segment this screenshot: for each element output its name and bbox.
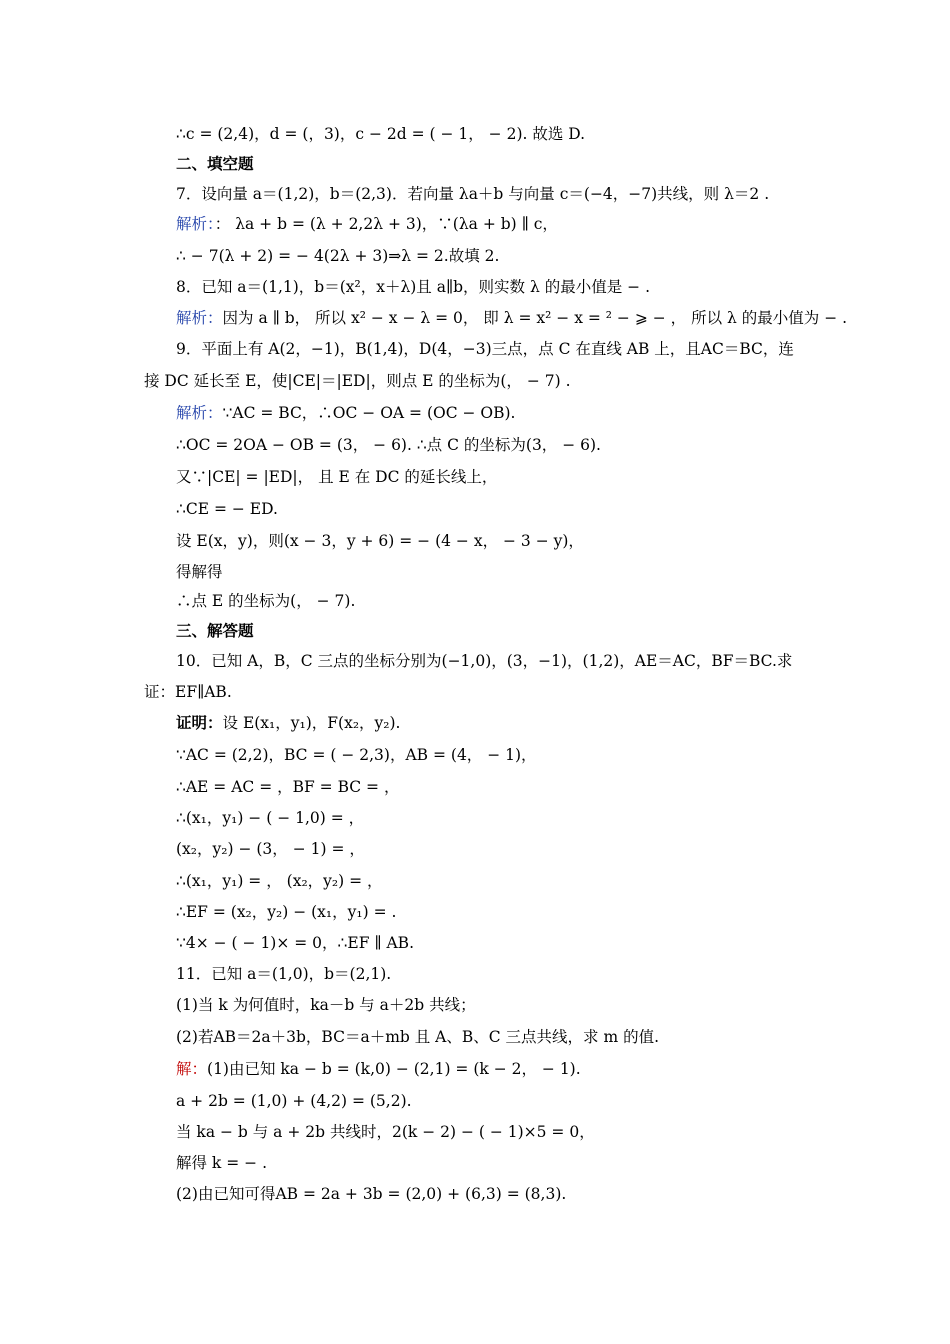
text-line: a + 2b = (1,0) + (4,2) = (5,2). [176,1092,412,1110]
solution-line: 解析：因为 a ∥ b， 所以 x² − x − λ = 0， 即 λ = x² − x = ² − ⩾ − ， 所以 λ 的最小值为 − . [176,309,848,327]
text-line: ∴CE = − ED. [176,500,278,518]
question-8: 8．已知 a＝(1,1)，b＝(x²，x＋λ)且 a∥b，则实数 λ 的最小值是 − . [176,278,651,296]
solution-line: 解析：： λa + b = (λ + 2,2λ + 3)，∵(λa + b) ∥ c， [176,215,558,233]
text-line: 解得 k = − . [176,1154,268,1172]
text-line: 又∵|CE| = |ED|， 且 E 在 DC 的延长线上， [176,468,498,486]
text-line: 当 ka − b 与 a + 2b 共线时，2(k − 2) − ( − 1)×5 = 0， [176,1123,595,1141]
text-line: ∴AE = AC = ，BF = BC = ， [176,778,400,796]
proof-label: 证明： [176,714,223,732]
answer-label: 解： [176,1060,208,1078]
question-11-part-2: (2)若AB＝2a＋3b，BC＝a＋mb 且 A、B、C 三点共线，求 m 的值. [176,1028,660,1046]
text-line: ∴OC = 2OA − OB = (3， − 6). ∴点 C 的坐标为(3， − 6). [176,436,601,454]
question-10: 10．已知 A，B，C 三点的坐标分别为(−1,0)，(3，−1)，(1,2)，AE＝AC，BF＝BC.求 [176,652,793,670]
section-heading-fill-in: 二、填空题 [176,155,254,173]
question-9-continued: 接 DC 延长至 E，使|CE|＝|ED|，则点 E 的坐标为(， − 7) . [144,372,571,390]
text-line: ∴ − 7(λ + 2) = − 4(2λ + 3)⇒λ = 2.故填 2. [176,247,500,265]
question-11-part-1: (1)当 k 为何值时，ka－b 与 a＋2b 共线； [176,996,476,1014]
text-line: ∵4× − ( − 1)× = 0，∴EF ∥ AB. [176,934,414,952]
solution-label: 解析： [176,309,223,327]
text-line: ∵AC = (2,2)，BC = ( − 2,3)，AB = (4， − 1)， [176,746,537,764]
proof-line: 证明：设 E(x₁，y₁)，F(x₂，y₂). [176,714,401,732]
solution-line: 解析：∵AC = BC，∴OC − OA = (OC − OB). [176,404,516,422]
text-line: ∴c = (2,4)，d = (，3)，c − 2d = ( − 1， − 2). 故选 D. [176,125,586,143]
text-line: ∴EF = (x₂，y₂) − (x₁，y₁) = . [176,903,397,921]
text-line: 设 E(x，y)，则(x − 3，y + 6) = − (4 − x， − 3 − y)， [176,532,584,550]
solution-label: 解析： [176,215,215,233]
answer-line: 解：(1)由已知 ka − b = (k,0) − (2,1) = (k − 2， − 1). [176,1060,581,1078]
solution-label: 解析： [176,404,223,422]
question-11: 11．已知 a＝(1,0)，b＝(2,1). [176,965,392,983]
text-line: ∴(x₁，y₁) − ( − 1,0) = ， [176,809,365,827]
section-heading-answers: 三、解答题 [176,622,254,640]
text-line: 得解得 [176,563,223,581]
question-7: 7．设向量 a＝(1,2)，b＝(2,3)．若向量 λa＋b 与向量 c＝(−4，−7)共线，则 λ＝2 . [176,185,770,203]
text-line: ∴(x₁，y₁) = ， (x₂，y₂) = ， [176,872,383,890]
text-line: (2)由已知可得AB = 2a + 3b = (2,0) + (6,3) = (8,3). [176,1185,567,1203]
question-9: 9．平面上有 A(2，−1)，B(1,4)，D(4，−3)三点，点 C 在直线 AB 上，且AC＝BC，连 [176,340,794,358]
question-10-continued: 证：EF∥AB. [144,683,232,701]
text-line: (x₂，y₂) − (3， − 1) = ， [176,840,365,858]
text-line: ∴点 E 的坐标为(， − 7). [176,592,356,610]
